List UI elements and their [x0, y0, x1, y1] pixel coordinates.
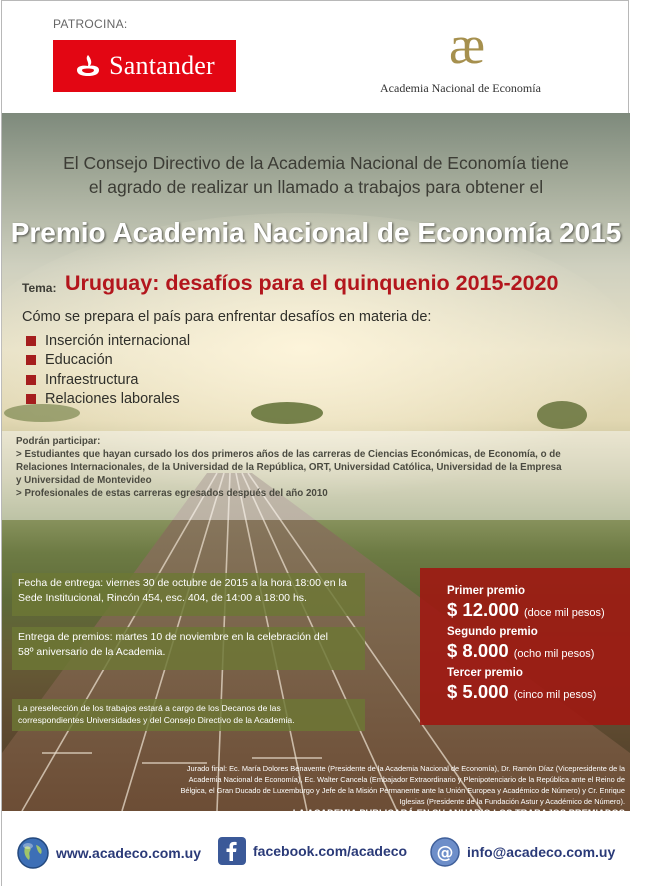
- contact-footer: [2, 811, 630, 887]
- topics-question: Cómo se prepara el país para enfrentar desafíos en materia de:: [22, 309, 432, 325]
- page-title: Premio Academia Nacional de Economía 2015: [10, 217, 622, 248]
- academy-logo: [432, 15, 502, 75]
- prize-row: [447, 599, 630, 621]
- delivery-info-box: [12, 573, 365, 616]
- prizes-box: [420, 568, 630, 725]
- prize-amount: $ 8.000: [447, 640, 509, 661]
- eligibility-item: Relaciones Internacionales, de la Universidad de la República, ORT, Universidad Católica, Universidad de la Empresa: [16, 462, 562, 473]
- website-url: www.acadeco.com.uy: [56, 845, 201, 861]
- delivery-line-2: Sede Institucional, Rincón 454, esc. 404, de 14:00 a 18:00 hs.: [18, 592, 307, 604]
- jury-line: Jurado final: Ec. María Dolores Benavente (Presidente de la Academia Nacional de Economía), Dr. Ramón Díaz (Vicepresidente de la: [186, 764, 625, 773]
- prize-row: [447, 681, 630, 703]
- ceremony-line-2: 58º aniversario de la Academia.: [18, 646, 166, 658]
- list-item: [26, 370, 190, 390]
- tema-label: Tema:: [22, 281, 57, 295]
- jury-line: Iglesias (Presidente de la Fundación Astur y Académico de Número).: [399, 797, 625, 806]
- academy-logo-glyph: æ: [448, 15, 486, 75]
- prize-words: (ocho mil pesos): [513, 648, 595, 660]
- eligibility-heading: Podrán participar:: [16, 436, 101, 447]
- square-bullet-icon: [26, 336, 36, 346]
- topic-label: Inserción internacional: [45, 332, 191, 349]
- tema-value: Uruguay: desafíos para el quinquenio 2015-2020: [65, 271, 559, 295]
- prize-amount: $ 5.000: [447, 681, 509, 702]
- sponsor-name: Santander: [109, 51, 215, 80]
- prize-label: Primer premio: [447, 585, 525, 597]
- square-bullet-icon: [26, 355, 36, 365]
- list-item: [26, 331, 190, 351]
- list-item: [26, 351, 190, 371]
- email-at-icon: [430, 837, 460, 867]
- intro-line-1: El Consejo Directivo de la Academia Nacional de Economía tiene: [63, 153, 569, 173]
- eligibility-item: > Estudiantes que hayan cursado los dos primeros años de las carreras de Ciencias Económicas, de Economía, o de: [16, 449, 561, 460]
- facebook-url: facebook.com/acadeco: [253, 843, 408, 859]
- topic-label: Educación: [45, 352, 113, 369]
- square-bullet-icon: [26, 394, 36, 404]
- jury-text: [132, 763, 625, 807]
- facebook-link[interactable]: [218, 837, 407, 865]
- jury-line: Academia Nacional de Economía), Ec. Walter Cancela (Embajador Extraordinario y Plenipotenciario de la República ante el Reino de: [188, 775, 625, 784]
- intro-line-2: el agrado de realizar un llamado a trabajos para obtener el: [88, 177, 544, 197]
- topic-label: Infraestructura: [45, 371, 139, 388]
- topic-label: Relaciones laborales: [45, 391, 180, 408]
- eligibility-item: y Universidad de Montevideo: [16, 475, 152, 486]
- email-address: info@acadeco.com.uy: [467, 844, 616, 860]
- delivery-line-1: Fecha de entrega: viernes 30 de octubre de 2015 a la hora 18:00 en la: [18, 577, 347, 589]
- poster: [1, 0, 629, 886]
- preselection-line-1: La preselección de los trabajos estará a cargo de los Decanos de las: [18, 703, 281, 713]
- ceremony-line-1: Entrega de premios: martes 10 de noviembre en la celebración del: [18, 631, 328, 643]
- list-item: [26, 390, 190, 410]
- eligibility-item: > Profesionales de estas carreras egresados después del año 2010: [16, 488, 328, 499]
- preselection-box: [12, 699, 365, 731]
- academy-name: Academia Nacional de Economía: [380, 81, 541, 95]
- intro-text: [2, 151, 630, 199]
- santander-logo: [53, 40, 236, 92]
- prize-words: (cinco mil pesos): [513, 689, 597, 701]
- website-link[interactable]: [17, 837, 201, 869]
- email-link[interactable]: [430, 837, 615, 867]
- hero-scene: [2, 113, 630, 811]
- topics-list: [26, 331, 190, 409]
- prize-label: Segundo premio: [447, 626, 538, 638]
- facebook-icon: [218, 837, 246, 865]
- prize-label: Tercer premio: [447, 667, 523, 679]
- prize-amount: $ 12.000: [447, 599, 520, 620]
- sponsor-label: PATROCINA:: [53, 17, 128, 31]
- svg-text:@: @: [436, 843, 454, 863]
- jury-line: Bélgica, el Gran Ducado de Luxemburgo y Jefe de la Misión Permanente ante la Unión Europea y Académico de Número) y Cr. Enrique: [180, 786, 625, 795]
- prize-row: [447, 640, 630, 662]
- eligibility-box: [2, 431, 630, 520]
- santander-flame-icon: [74, 52, 102, 80]
- preselection-line-2: correspondientes Universidades y del Consejo Directivo de la Academia.: [18, 715, 295, 725]
- square-bullet-icon: [26, 375, 36, 385]
- award-ceremony-box: [12, 627, 365, 670]
- globe-icon: [17, 837, 49, 869]
- prize-words: (doce mil pesos): [524, 607, 605, 619]
